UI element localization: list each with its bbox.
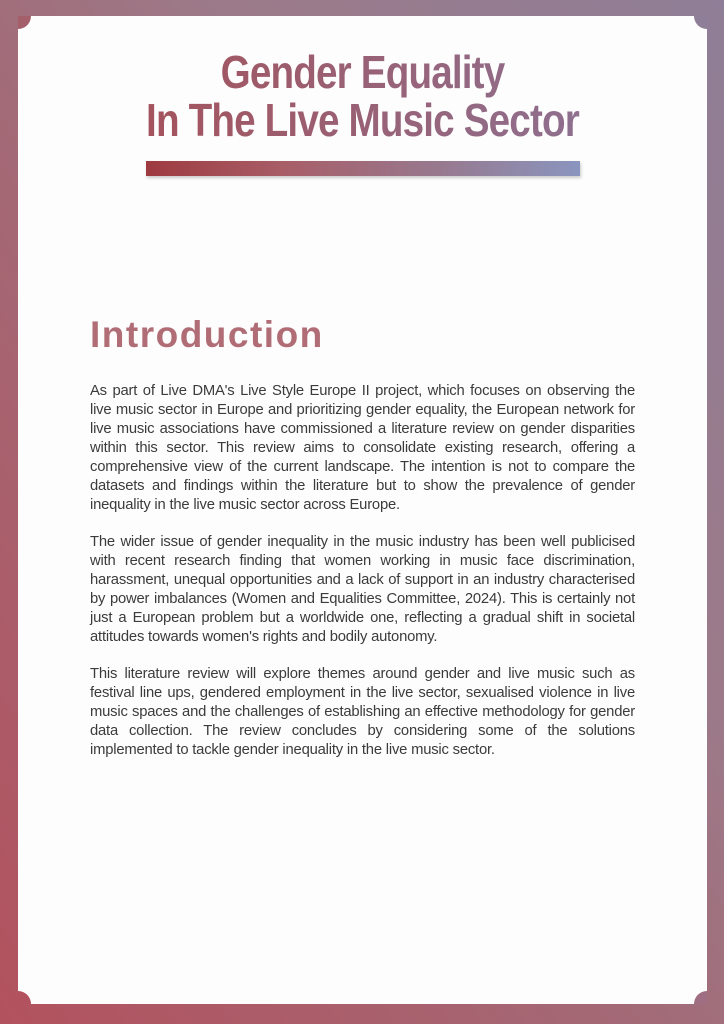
- document-title-line-2: In The Live Music Sector: [146, 94, 579, 146]
- introduction-paragraph-2: The wider issue of gender inequality in the music industry has been well publicised with recent research finding that women working in music face discrimination, harassment, unequal opportunities and a lack of support in an industry characterised by power imbalances (Women and Equalities Committee, 2024). This is certainly not just a European problem but a worldwide one, reflecting a gradual shift in societal attitudes towards women's rights and bodily autonomy.: [90, 534, 635, 645]
- corner-notch-top-left: [18, 16, 31, 29]
- content-panel: [18, 16, 707, 1004]
- document-title-line-1: Gender Equality: [220, 46, 505, 98]
- document-title: [73, 48, 652, 144]
- introduction-paragraph-1: As part of Live DMA's Live Style Europe II project, which focuses on observing the live music sector in Europe and prioritizing gender equality, the European network for live music associations have commissioned a literature review on gender disparities within this sector. This review aims to consolidate existing research, offering a comprehensive view of the current landscape. The intention is not to compare the datasets and findings within the literature but to show the prevalence of gender inequality in the live music sector across Europe.: [90, 383, 635, 513]
- section-heading-introduction: Introduction: [90, 314, 324, 355]
- introduction-body: [90, 382, 635, 760]
- corner-notch-bottom-right: [694, 991, 707, 1004]
- corner-notch-top-right: [694, 16, 707, 29]
- title-divider-bar: [146, 161, 580, 176]
- corner-notch-bottom-left: [18, 991, 31, 1004]
- introduction-paragraph-3: This literature review will explore themes around gender and live music such as festival line ups, gendered employment in the live sector, sexualised violence in live music spaces and the challenges of establishing an effective methodology for gender data collection. The review concludes by considering some of the solutions implemented to tackle gender inequality in the live music sector.: [90, 666, 635, 758]
